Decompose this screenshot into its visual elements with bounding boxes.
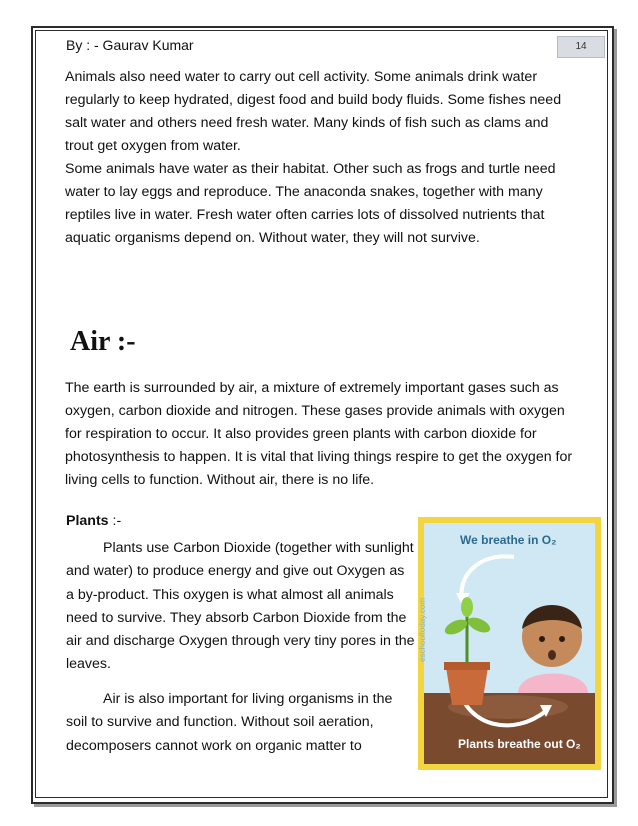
page-number-badge: 14: [557, 36, 605, 58]
air-heading: Air :-: [70, 326, 136, 357]
soil-paragraph: [66, 688, 416, 758]
soil-text: Air is also important for living organisms in the soil to survive and function. Without soil aeration, decomposers cannot work on organic matter to: [66, 691, 393, 754]
plants-heading: [66, 513, 121, 529]
caption-plants-breathe-out: Plants breathe out O₂: [458, 737, 581, 751]
leaf-top: [461, 597, 473, 617]
author-line: By : - Gaurav Kumar: [66, 37, 194, 53]
breathing-illustration: [418, 517, 601, 770]
plants-label-suffix: :-: [108, 513, 122, 529]
air-paragraph: The earth is surrounded by air, a mixture of extremely important gases such as oxygen, carbon dioxide and nitrogen. These gases provide animals with oxygen for respiration to occur. It also provides green plants with carbon dioxide for photosynthesis to happen. It is vital that living things respire to get the oxygen for living cells to function. Without air, there is no life.: [65, 380, 573, 488]
water-animals-text: Animals also need water to carry out cell activity. Some animals drink water regularly to keep hydrated, digest food and build body fluids. Some fishes need salt water and others need fresh water. Many kinds of fish such as clams and trout get oxygen from water.: [65, 69, 562, 154]
watermark: eschooltoday.com: [418, 598, 427, 662]
plants-paragraph: [66, 537, 416, 677]
water-paragraphs: [65, 66, 577, 250]
pot: [446, 667, 488, 705]
pot-rim: [444, 662, 490, 670]
plants-label: Plants: [66, 513, 109, 529]
eye-right: [559, 636, 565, 642]
plants-text: Plants use Carbon Dioxide (together with sunlight and water) to produce energy and give out Oxygen as a by-product. This oxygen is what almost all animals need to survive. They absorb Carbon Dioxide from the air and discharge Oxygen through very tiny pores in the leaves.: [66, 540, 415, 673]
mouth: [548, 650, 556, 660]
water-habitat-text: Some animals have water as their habitat. Other such as frogs and turtle need water to lay eggs and reproduce. The anaconda snakes, together with many reptiles live in water. Fresh water often carries lots of dissolved nutrients that aquatic organisms depend on. Without water, they will not survive.: [65, 161, 556, 246]
caption-we-breathe-in: We breathe in O₂: [460, 533, 557, 547]
eye-left: [539, 636, 545, 642]
